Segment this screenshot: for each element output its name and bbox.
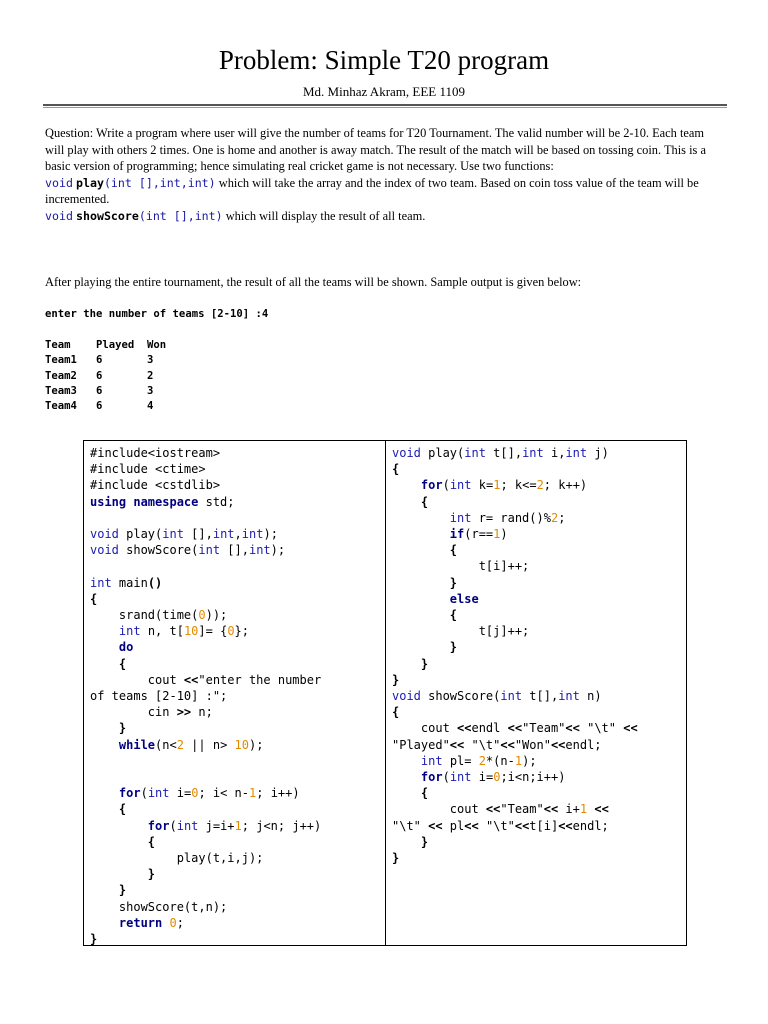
code-line bbox=[90, 673, 321, 687]
code-token: "Played" bbox=[392, 737, 450, 752]
code-token: } bbox=[90, 932, 98, 947]
code-token: int bbox=[90, 575, 112, 590]
code-token: int bbox=[248, 543, 271, 558]
code-token: << bbox=[464, 818, 479, 833]
code-token: k= bbox=[471, 478, 494, 493]
code-line bbox=[392, 705, 399, 719]
code-token: "enter the number bbox=[198, 672, 322, 687]
code-token: { bbox=[118, 802, 127, 817]
code-token: 0 bbox=[227, 624, 235, 639]
code-token: if bbox=[449, 527, 465, 542]
code-token: { bbox=[147, 834, 156, 849]
code-token: int bbox=[522, 446, 544, 460]
code-token: ( bbox=[442, 478, 450, 493]
code-token: t[i]++; bbox=[392, 559, 530, 574]
code-token: ;i<n;i++) bbox=[500, 770, 566, 785]
code-token: "Won" bbox=[514, 737, 551, 752]
code-line bbox=[392, 543, 457, 557]
code-table bbox=[83, 440, 687, 946]
code-line bbox=[392, 851, 399, 865]
code-line bbox=[392, 770, 565, 784]
code-token: || n> bbox=[183, 737, 235, 752]
code-token: pl bbox=[442, 818, 465, 833]
code-token bbox=[90, 657, 119, 671]
code-line bbox=[392, 478, 587, 492]
code-token: << bbox=[500, 737, 515, 752]
code-token: } bbox=[420, 656, 429, 671]
code-line bbox=[90, 835, 155, 849]
code-token: showScore( bbox=[420, 689, 501, 704]
code-token: { bbox=[420, 786, 429, 801]
code-token bbox=[90, 883, 119, 897]
code-token bbox=[392, 835, 421, 849]
code-token: << bbox=[507, 721, 523, 736]
code-right-column bbox=[386, 441, 686, 945]
code-token: << bbox=[428, 818, 443, 833]
code-token: int bbox=[558, 689, 580, 704]
code-token: "\t" bbox=[478, 818, 515, 833]
code-line bbox=[90, 721, 126, 735]
code-line bbox=[90, 495, 235, 509]
code-token: void bbox=[392, 689, 421, 704]
functions-code-listing bbox=[386, 441, 686, 866]
code-line bbox=[90, 867, 155, 881]
func2-description: which will display the result of all team. bbox=[225, 208, 426, 223]
code-token bbox=[392, 592, 450, 606]
code-token: *(n- bbox=[485, 753, 515, 768]
code-token: void bbox=[90, 527, 119, 542]
code-token: } bbox=[392, 851, 400, 866]
func1-keyword: void bbox=[45, 175, 73, 190]
code-token: { bbox=[449, 543, 458, 558]
code-token: << bbox=[485, 802, 501, 817]
code-line bbox=[90, 608, 227, 622]
code-line bbox=[90, 883, 126, 897]
code-line bbox=[392, 592, 479, 606]
code-token: int bbox=[464, 446, 486, 460]
code-token: pl= bbox=[442, 753, 479, 768]
code-line bbox=[392, 786, 428, 800]
code-token: } bbox=[118, 721, 127, 736]
code-token: i, bbox=[543, 446, 566, 460]
code-token bbox=[392, 511, 450, 525]
code-token: cout bbox=[392, 721, 458, 736]
code-line bbox=[90, 705, 213, 719]
code-token: endl; bbox=[565, 737, 602, 752]
code-token: std; bbox=[198, 494, 235, 509]
code-token: [], bbox=[183, 527, 213, 542]
code-token: else bbox=[449, 591, 479, 606]
main-code-listing bbox=[84, 441, 385, 947]
code-token: << bbox=[543, 802, 559, 817]
code-token: using namespace bbox=[90, 494, 199, 509]
code-line bbox=[392, 802, 609, 816]
code-line bbox=[90, 851, 263, 865]
code-token bbox=[162, 916, 169, 930]
code-token: endl; bbox=[572, 818, 609, 833]
code-token: 1 bbox=[249, 786, 257, 801]
code-line bbox=[90, 689, 227, 703]
code-token: } bbox=[118, 883, 127, 898]
code-token: )); bbox=[205, 608, 228, 623]
code-token: { bbox=[118, 656, 127, 671]
code-token: 0 bbox=[191, 786, 199, 801]
code-token: while bbox=[118, 737, 156, 752]
page-title: Problem: Simple T20 program bbox=[218, 45, 550, 75]
code-token: 0 bbox=[493, 770, 501, 785]
code-token: } bbox=[420, 834, 429, 849]
code-token: int bbox=[420, 753, 443, 768]
code-token: << bbox=[449, 737, 465, 752]
code-token: r= rand()% bbox=[471, 510, 551, 525]
code-token: 10 bbox=[183, 624, 199, 639]
code-token: return bbox=[118, 915, 163, 930]
code-token: { bbox=[449, 608, 458, 623]
code-token: int bbox=[449, 510, 472, 525]
code-token: n, t[ bbox=[140, 624, 184, 639]
code-token: 2 bbox=[550, 510, 559, 525]
code-token: n; bbox=[191, 705, 213, 720]
code-token: i= bbox=[471, 770, 494, 785]
code-token: << bbox=[594, 802, 609, 817]
code-token: cout bbox=[392, 802, 486, 817]
code-token: ; i< n- bbox=[198, 786, 250, 801]
code-token: << bbox=[558, 818, 573, 833]
code-token: 1 bbox=[493, 527, 501, 542]
question-text: Question: Write a program where user will give the number of teams for T20 Tournament. The valid number will be 2-10. Each team will play with others 2 times. One is home and another is away match. The result of the match will be based on tossing coin. This is a basic version of programming; hence simulating real cricket game is not necessary. Use two functions: bbox=[45, 126, 706, 173]
code-token: showScore(t,n); bbox=[90, 899, 228, 914]
code-token: for bbox=[147, 818, 170, 833]
code-line bbox=[90, 624, 249, 638]
code-token bbox=[90, 624, 119, 638]
code-token bbox=[90, 916, 119, 930]
code-token: void bbox=[90, 543, 119, 558]
code-line bbox=[392, 657, 428, 671]
code-token: << bbox=[457, 721, 472, 736]
sample-output: enter the number of teams [2-10] :4 Team Played Won Team1 6 3 Team2 6 2 Team3 6 3 Team4 6 4 bbox=[45, 308, 269, 413]
code-token: ; k++) bbox=[543, 478, 588, 493]
code-line bbox=[90, 738, 263, 752]
code-token: << bbox=[514, 818, 530, 833]
code-token: void bbox=[392, 446, 421, 460]
code-token bbox=[90, 802, 119, 816]
code-token bbox=[90, 835, 148, 849]
code-token bbox=[392, 495, 421, 509]
code-token: t[], bbox=[485, 446, 523, 460]
code-token: t[i] bbox=[529, 818, 559, 833]
code-token: int bbox=[449, 770, 472, 785]
code-line bbox=[392, 640, 457, 654]
code-token: ; bbox=[558, 510, 566, 525]
code-line bbox=[90, 786, 300, 800]
code-token bbox=[392, 786, 421, 800]
code-token: 1 bbox=[234, 818, 242, 833]
code-token: for bbox=[420, 478, 443, 493]
code-token: main bbox=[111, 575, 148, 590]
code-token bbox=[90, 867, 148, 881]
code-token: 10 bbox=[234, 737, 249, 752]
after-text: After playing the entire tournament, the result of all the teams will be shown. Sample output is given below: bbox=[45, 275, 582, 289]
code-token: ; bbox=[176, 915, 184, 930]
code-token: for bbox=[118, 786, 141, 801]
code-line bbox=[90, 543, 285, 557]
code-token: } bbox=[449, 640, 458, 655]
code-left-column bbox=[84, 441, 386, 945]
code-token: int bbox=[162, 527, 184, 542]
code-token: (n< bbox=[155, 737, 177, 752]
func2-name: showScore bbox=[76, 208, 139, 223]
code-line bbox=[392, 754, 537, 768]
code-token: ]= { bbox=[198, 624, 228, 639]
code-line bbox=[392, 819, 609, 833]
code-token bbox=[392, 657, 421, 671]
code-line bbox=[90, 900, 227, 914]
code-token: "\t" bbox=[392, 818, 429, 833]
code-token: { bbox=[90, 591, 98, 606]
code-token: ; j<n; j++) bbox=[241, 818, 322, 833]
code-token: of teams [2-10] :"; bbox=[90, 689, 228, 704]
code-token: int bbox=[147, 786, 170, 801]
code-line bbox=[90, 802, 126, 816]
code-token: } bbox=[392, 672, 400, 687]
code-line bbox=[90, 916, 184, 930]
code-token: play(t,i,j); bbox=[90, 851, 264, 866]
code-token bbox=[392, 770, 421, 784]
code-line bbox=[90, 932, 97, 946]
code-line bbox=[90, 478, 220, 492]
code-line bbox=[392, 721, 638, 735]
code-line bbox=[392, 446, 609, 460]
code-line bbox=[90, 446, 220, 460]
code-token: } bbox=[147, 867, 156, 882]
code-token: for bbox=[420, 770, 443, 785]
code-line bbox=[392, 576, 457, 590]
func1-description: which will take the array and the index of two team. Based on coin toss value of the team will be incremented. bbox=[45, 175, 699, 206]
code-token: int bbox=[176, 818, 199, 833]
code-token bbox=[392, 640, 450, 654]
code-token: srand(time( bbox=[90, 608, 199, 623]
code-line bbox=[392, 559, 529, 573]
code-line bbox=[90, 657, 126, 671]
code-token: ; i++) bbox=[256, 786, 300, 801]
code-token: ( bbox=[140, 786, 148, 801]
code-token: play( bbox=[420, 446, 465, 460]
code-token bbox=[90, 721, 119, 735]
code-line bbox=[90, 576, 162, 590]
code-token: 0 bbox=[169, 915, 177, 930]
code-token: 2 bbox=[478, 753, 486, 768]
code-token: "Team" bbox=[500, 802, 544, 817]
code-token: do bbox=[118, 640, 134, 655]
code-line bbox=[392, 673, 399, 687]
code-line bbox=[392, 835, 428, 849]
code-token: 1 bbox=[514, 753, 523, 768]
code-token: () bbox=[147, 575, 163, 590]
code-token: cout bbox=[90, 672, 184, 687]
code-token: int bbox=[565, 446, 588, 460]
code-line bbox=[392, 624, 529, 638]
code-token: int bbox=[212, 527, 235, 542]
question-block bbox=[45, 125, 725, 224]
code-token bbox=[392, 576, 450, 590]
code-token: 1 bbox=[579, 802, 588, 817]
code-token: int bbox=[241, 527, 264, 542]
code-token: 1 bbox=[493, 478, 501, 493]
code-token: cin bbox=[90, 705, 177, 720]
code-token: t[], bbox=[522, 689, 559, 704]
code-token: [], bbox=[220, 543, 249, 558]
code-token: << bbox=[183, 672, 199, 687]
func2-keyword: void bbox=[45, 208, 73, 223]
code-token: int bbox=[198, 543, 221, 558]
code-line bbox=[392, 527, 508, 541]
code-token bbox=[90, 786, 119, 800]
author-line: Md. Minhaz Akram, EEE 1109 bbox=[303, 84, 465, 99]
code-token: 0 bbox=[198, 608, 206, 623]
code-token: { bbox=[392, 462, 400, 477]
code-token: i= bbox=[169, 786, 192, 801]
code-token: >> bbox=[176, 705, 192, 720]
code-token: ) bbox=[500, 527, 508, 542]
code-token bbox=[90, 640, 119, 654]
code-token: (r== bbox=[464, 527, 494, 542]
func2-args: (int [],int) bbox=[138, 208, 223, 223]
code-line bbox=[90, 640, 133, 654]
code-line bbox=[392, 511, 565, 525]
code-token: j) bbox=[587, 446, 609, 460]
code-token: << bbox=[623, 721, 638, 736]
code-line bbox=[392, 462, 399, 476]
code-token: , bbox=[234, 527, 242, 542]
code-token bbox=[90, 738, 119, 752]
code-token: << bbox=[565, 721, 580, 736]
code-line bbox=[90, 527, 278, 541]
code-line bbox=[90, 819, 321, 833]
code-token bbox=[392, 754, 421, 768]
code-token: "\t" bbox=[579, 721, 624, 736]
code-token: ); bbox=[270, 543, 286, 558]
func1-args: (int [],int,int) bbox=[103, 175, 216, 190]
code-token: n) bbox=[579, 689, 602, 704]
code-token: ); bbox=[522, 753, 537, 768]
code-token: } bbox=[449, 575, 458, 590]
code-token: t[j]++; bbox=[392, 624, 530, 639]
code-line bbox=[392, 495, 428, 509]
code-token: j=i+ bbox=[198, 818, 235, 833]
code-token bbox=[90, 819, 148, 833]
code-token: #include <ctime> bbox=[90, 462, 206, 477]
code-token: play( bbox=[118, 527, 163, 542]
code-line bbox=[392, 608, 457, 622]
code-line bbox=[90, 462, 206, 476]
code-token: { bbox=[420, 494, 429, 509]
code-token: 2 bbox=[176, 737, 184, 752]
code-token bbox=[392, 608, 450, 622]
code-line bbox=[90, 592, 97, 606]
code-token: "Team" bbox=[522, 721, 566, 736]
code-token: ( bbox=[442, 770, 450, 785]
code-token: ); bbox=[248, 737, 264, 752]
code-token bbox=[392, 527, 450, 541]
code-token: << bbox=[550, 737, 566, 752]
code-token: #include<iostream> bbox=[90, 446, 221, 460]
code-token: int bbox=[118, 624, 141, 639]
func1-name: play bbox=[76, 175, 104, 190]
code-line bbox=[392, 738, 602, 752]
code-token: showScore( bbox=[118, 543, 199, 558]
code-token: int bbox=[500, 689, 523, 704]
code-token: "\t" bbox=[464, 737, 501, 752]
code-token: ; k<= bbox=[500, 478, 537, 493]
code-token: }; bbox=[234, 624, 249, 639]
code-token: endl bbox=[471, 721, 508, 736]
code-token: { bbox=[392, 705, 400, 720]
code-token: #include <cstdlib> bbox=[90, 478, 221, 493]
code-token: i+ bbox=[558, 802, 580, 817]
code-line bbox=[392, 689, 602, 703]
code-token: int bbox=[449, 478, 472, 493]
code-token bbox=[392, 478, 421, 492]
header-divider bbox=[43, 104, 727, 108]
code-token: 2 bbox=[536, 478, 544, 493]
code-token: ( bbox=[169, 818, 177, 833]
code-token: ); bbox=[263, 527, 278, 542]
code-token bbox=[392, 543, 450, 557]
